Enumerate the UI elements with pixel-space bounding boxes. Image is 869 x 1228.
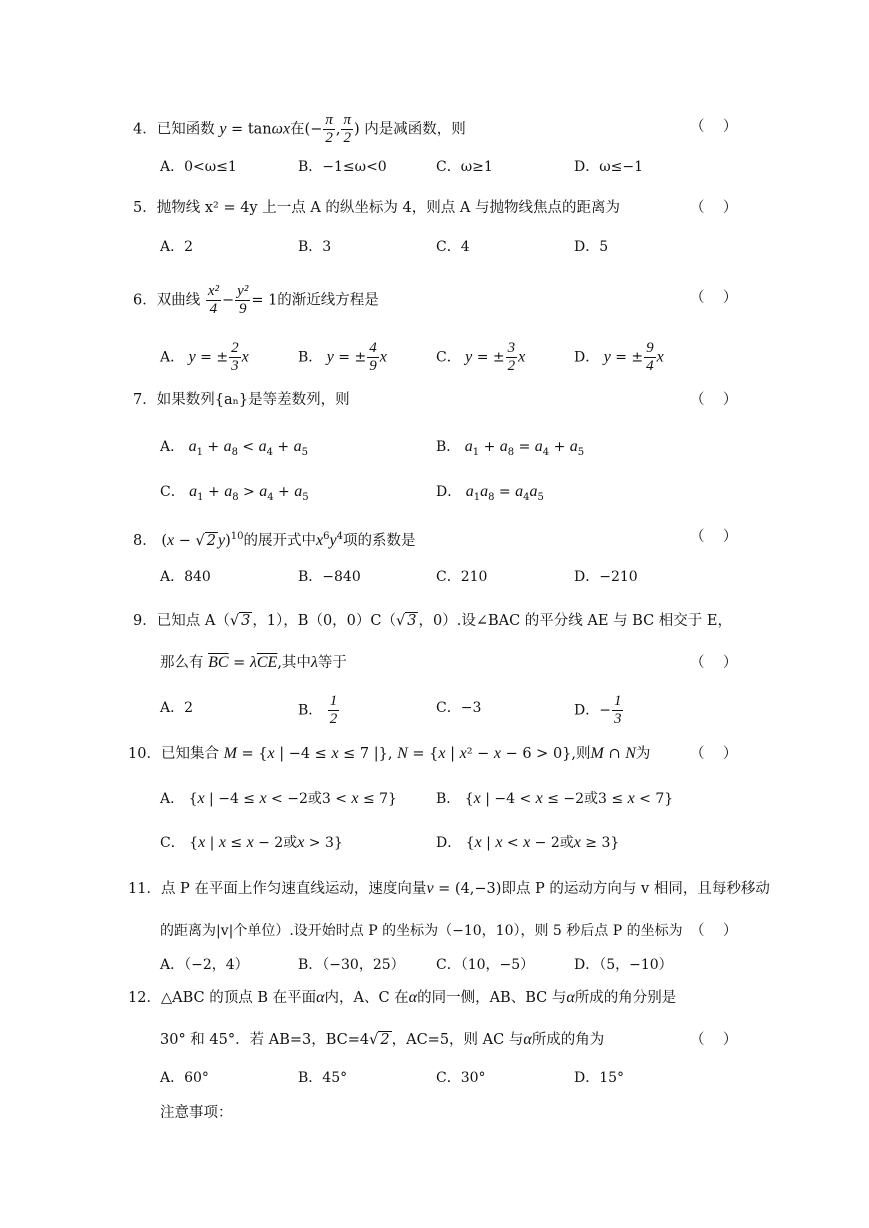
- options-7-row2: [0, 477, 869, 507]
- option-d: D．ω≤−1: [574, 159, 644, 175]
- option-a: A．60°: [160, 1070, 209, 1086]
- option-d: D．− $\frac{1}{3}$: [574, 693, 622, 727]
- option-c: C．210: [436, 569, 488, 585]
- option-b: B．（−30，25）: [298, 957, 405, 973]
- option-b: B．−840: [298, 569, 361, 585]
- question-number: 12: [128, 990, 147, 1006]
- answer-paren: （ ）: [690, 119, 738, 135]
- options-10-row2: [0, 828, 869, 858]
- option-a: A．0<ω≤1: [160, 159, 237, 175]
- option-a: A． {x | −4 ≤ x < −2或3 < x ≤ 7}: [160, 790, 397, 807]
- answer-paren: （ ）: [690, 923, 738, 939]
- notes-heading: 注意事项：: [160, 1105, 233, 1121]
- option-c: C．ω≥1: [436, 159, 493, 175]
- question-7: 7．如果数列{aₙ}是等差数列，则 （ ）: [0, 385, 869, 415]
- option-c: C．（10，−5）: [436, 957, 535, 973]
- question-4: 4．已知函数 y = tanωx在(− $\frac{\pi}{2}$ , $\frac{\pi}{2}$ ) 内是减函数，则 （ ）: [133, 112, 738, 146]
- question-number: 8: [133, 532, 143, 549]
- answer-paren: （ ）: [690, 746, 738, 762]
- question-10: 10．已知集合 M = {x | −4 ≤ x ≤ 7 |}, N = {x | x² − x − 6 > 0},则M ∩ N为 （ ）: [0, 739, 869, 769]
- question-8: 8． (x − √ 2 y)$^{10}$的展开式中$x^6y^4$项的系数是 （ ）: [0, 522, 869, 552]
- option-c: C．4: [436, 239, 470, 255]
- option-b: B． {x | −4 < x ≤ −2或3 ≤ x < 7}: [436, 790, 674, 807]
- option-d: D． {x | x < x − 2或x ≥ 3}: [436, 834, 620, 851]
- answer-paren: （ ）: [690, 1032, 738, 1048]
- question-12: 12．△ABC 的顶点 B 在平面α内，A、C 在α的同一侧，AB、BC 与α所成的角分别是: [128, 989, 677, 1006]
- question-number: 7: [133, 392, 143, 408]
- options-9: [0, 693, 869, 727]
- question-number: 6: [133, 292, 143, 309]
- option-b: B． y = ± $\frac{4}{9}$ x: [298, 340, 387, 374]
- option-c: C． y = ± $\frac{3}{2}$ x: [436, 340, 526, 374]
- question-11: 11．点 P 在平面上作匀速直线运动，速度向量v = (4,−3)即点 P 的运动方向与 v 相同，且每秒移动: [128, 880, 770, 897]
- question-number: 4: [133, 121, 143, 138]
- question-stem: 如果数列{aₙ}是等差数列，则: [156, 392, 350, 408]
- question-stem: 已知函数: [156, 121, 215, 138]
- option-a: A．2: [160, 239, 194, 255]
- option-c: C． $a_1 + a_8 > a_4 + a_5$: [160, 483, 309, 503]
- options-5: [0, 232, 869, 262]
- question-number: 10: [128, 746, 147, 762]
- option-b: B．45°: [298, 1070, 348, 1086]
- option-b: B．3: [298, 239, 332, 255]
- option-b: B． $a_1 + a_8 = a_4 + a_5$: [436, 438, 585, 458]
- answer-paren: （ ）: [690, 655, 738, 671]
- option-b: B．−1≤ω<0: [298, 159, 387, 175]
- option-d: D． $a_1a_8 = a_4a_5$: [436, 483, 544, 503]
- question-number: 9: [133, 613, 143, 629]
- option-a: A．（−2，4）: [160, 957, 249, 973]
- options-8: [0, 562, 869, 592]
- options-12: [0, 1063, 869, 1093]
- option-c: C．30°: [436, 1070, 486, 1086]
- option-d: D．（5，−10）: [574, 957, 673, 973]
- question-number: 5: [133, 200, 143, 216]
- option-a: A． $a_1 + a_8 < a_4 + a_5$: [160, 438, 308, 458]
- question-number: 11: [128, 881, 147, 897]
- option-d: D． y = ± $\frac{9}{4}$ x: [574, 340, 664, 374]
- option-d: D．−210: [574, 569, 638, 585]
- question-stem: 抛物线 x² = 4y 上一点 A 的纵坐标为 4，则点 A 与抛物线焦点的距离为: [156, 200, 620, 216]
- question-11-line2: 的距离为|v|个单位）.设开始时点 P 的坐标为（−10，10），则 5 秒后点 P 的坐标为 （ ）: [0, 916, 869, 946]
- option-a: A．840: [160, 569, 211, 585]
- options-7-row1: [0, 432, 869, 462]
- option-c: C． {x | x ≤ x − 2或x > 3}: [160, 834, 343, 851]
- question-5: 5．抛物线 x² = 4y 上一点 A 的纵坐标为 4，则点 A 与抛物线焦点的距离为 （ ）: [0, 193, 869, 223]
- question-6: 6．双曲线 $\frac{\text{x²}}{4}$ − $\frac{\text{y²}}{9}$ = 1的渐近线方程是 （ ）: [133, 283, 738, 317]
- answer-paren: （ ）: [690, 529, 738, 545]
- question-9: 9．已知点 A（√ 3 ，1），B（0，0）C（√ 3 ，0）.设∠BAC 的平分线 AE 与 BC 相交于 E，: [133, 613, 733, 629]
- question-9-line2: 那么有 $\overline{BC} = \lambda\overline{CE}$,其中λ等于 （ ）: [0, 648, 869, 678]
- question-12-line2: 30° 和 45°．若 AB=3，BC=4√ 2 ，AC=5，则 AC 与α所成的角为 （ ）: [0, 1025, 869, 1055]
- options-10-row1: [0, 784, 869, 814]
- option-a: A．2: [160, 700, 194, 716]
- option-c: C．−3: [436, 700, 482, 716]
- options-4: [0, 152, 869, 182]
- option-d: D．5: [574, 239, 609, 255]
- answer-paren: （ ）: [690, 392, 738, 408]
- options-11: [0, 950, 869, 980]
- options-6: [0, 340, 869, 374]
- option-b: B． $\frac{1}{2}$: [298, 693, 338, 727]
- answer-paren: （ ）: [690, 200, 738, 216]
- option-a: A． y = ± $\frac{2}{3}$ x: [160, 340, 249, 374]
- option-d: D．15°: [574, 1070, 625, 1086]
- answer-paren: （ ）: [690, 290, 738, 306]
